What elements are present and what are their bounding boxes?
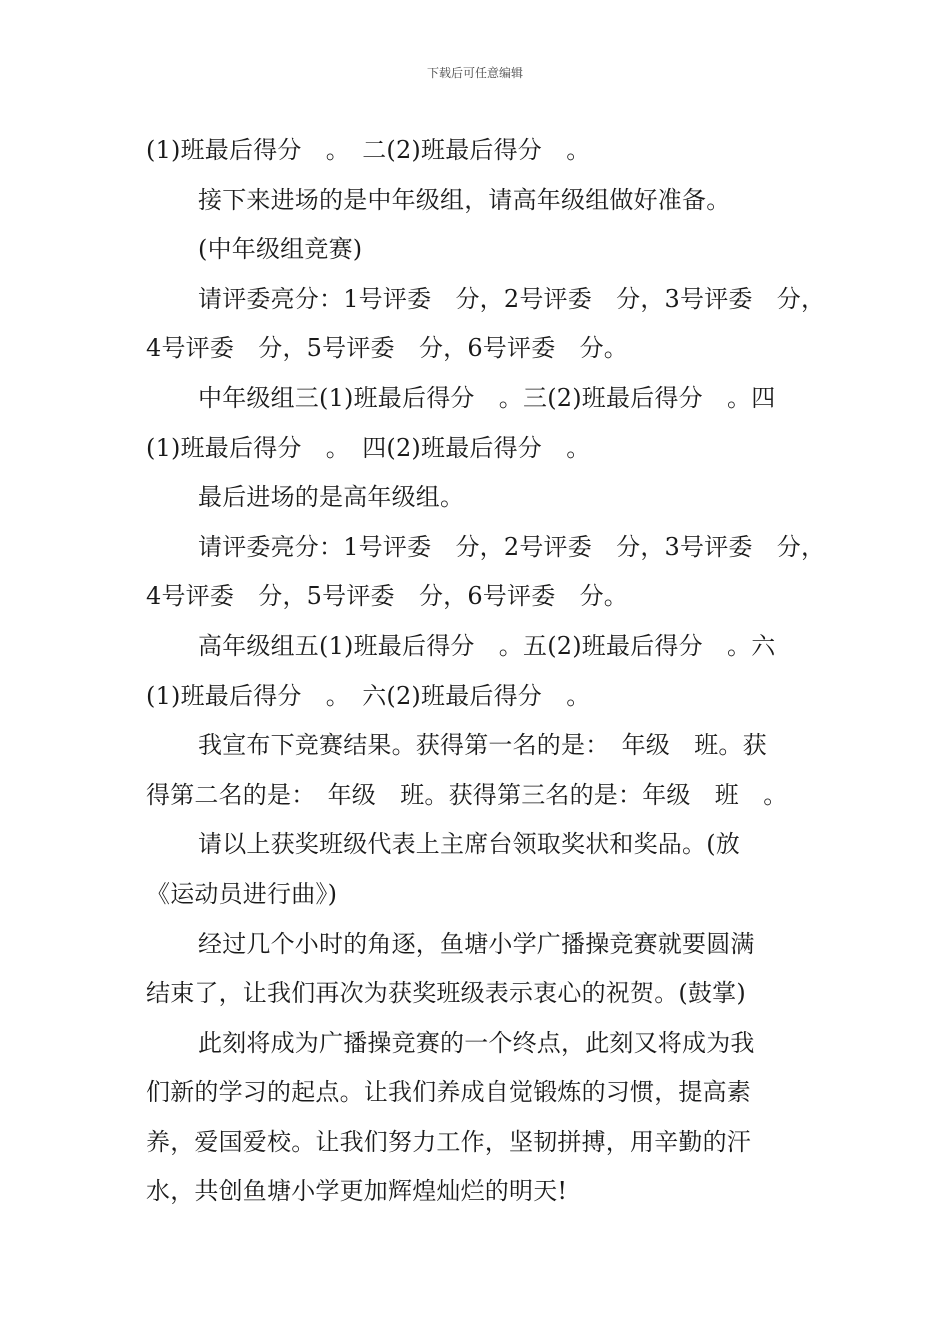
text-line: 接下来进场的是中年级组，请高年级组做好准备。: [198, 185, 731, 214]
text-line: 我宣布下竞赛结果。获得第一名的是： 年级 班。获: [198, 731, 767, 760]
text-line: 水，共创鱼塘小学更加辉煌灿烂的明天!: [146, 1177, 568, 1206]
text-line: 请评委亮分：1号评委 分，2号评委 分，3号评委 分，: [198, 532, 826, 561]
text-line: 高年级组五(1)班最后得分 。五(2)班最后得分 。六: [198, 631, 776, 660]
text-line: 4号评委 分，5号评委 分，6号评委 分。: [146, 582, 629, 611]
text-line: 得第二名的是： 年级 班。获得第三名的是：年级 班 。: [146, 780, 788, 809]
text-line: (中年级组竞赛): [198, 235, 363, 264]
text-line: 养，爱国爱校。让我们努力工作，坚韧拼搏，用辛勤的汗: [146, 1127, 751, 1156]
text-line: 经过几个小时的角逐，鱼塘小学广播操竞赛就要圆满: [198, 929, 755, 958]
text-line: (1)班最后得分 。 二(2)班最后得分 。: [146, 136, 591, 164]
text-line: 《运动员进行曲》): [146, 879, 338, 908]
text-line: 结束了，让我们再次为获奖班级表示衷心的祝贺。(鼓掌): [146, 979, 746, 1008]
text-line: 请以上获奖班级代表上主席台领取奖状和奖品。(放: [198, 830, 740, 859]
text-line: (1)班最后得分 。 六(2)班最后得分 。: [146, 681, 591, 710]
text-line: 最后进场的是高年级组。: [198, 483, 465, 512]
text-line: (1)班最后得分 。 四(2)班最后得分 。: [146, 433, 591, 462]
text-line: 们新的学习的起点。让我们养成自觉锻炼的习惯，提高素: [146, 1078, 751, 1107]
page-header: 下载后可任意编辑: [426, 66, 523, 80]
text-line: 4号评委 分，5号评委 分，6号评委 分。: [146, 334, 629, 363]
document-body: [146, 126, 826, 1217]
text-line: 此刻将成为广播操竞赛的一个终点，此刻又将成为我: [198, 1028, 755, 1057]
text-line: 中年级组三(1)班最后得分 。三(2)班最后得分 。四: [198, 383, 776, 412]
text-line: 请评委亮分：1号评委 分，2号评委 分，3号评委 分，: [198, 284, 826, 313]
